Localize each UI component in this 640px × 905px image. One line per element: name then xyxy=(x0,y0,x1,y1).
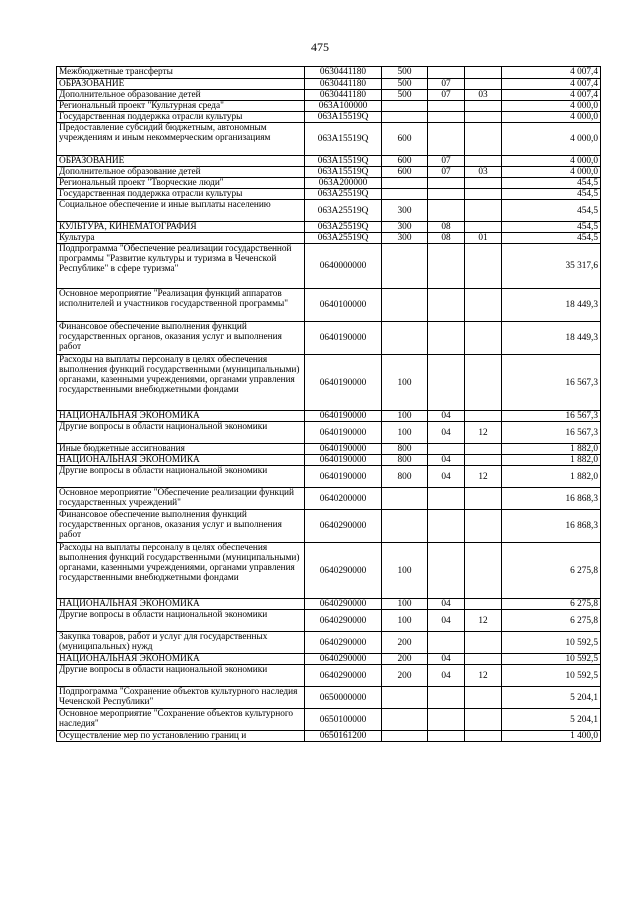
cell-rz: 04 xyxy=(428,610,465,632)
cell-vr: 100 xyxy=(382,355,428,411)
cell-pr xyxy=(465,654,502,665)
cell-name: Основное мероприятие "Сохранение объектов культурного наследия" xyxy=(57,709,305,731)
cell-pr xyxy=(465,455,502,466)
cell-code: 0630441180 xyxy=(305,90,382,101)
cell-rz: 04 xyxy=(428,455,465,466)
table-row xyxy=(57,632,601,654)
cell-vr: 800 xyxy=(382,455,428,466)
cell-name: Основное мероприятие "Обеспечение реализации функций государственных учреждений" xyxy=(57,488,305,510)
cell-pr xyxy=(465,178,502,189)
cell-code: 0640290000 xyxy=(305,510,382,543)
cell-vr: 500 xyxy=(382,90,428,101)
cell-code: 0640190000 xyxy=(305,322,382,355)
cell-amount: 1 400,0 xyxy=(502,731,601,742)
cell-pr xyxy=(465,543,502,599)
cell-rz xyxy=(428,322,465,355)
cell-name: Государственная поддержка отрасли культуры xyxy=(57,112,305,123)
page-number: 475 xyxy=(311,40,329,54)
cell-vr: 300 xyxy=(382,200,428,222)
cell-code: 0640190000 xyxy=(305,355,382,411)
table-row xyxy=(57,455,601,466)
cell-vr xyxy=(382,178,428,189)
cell-name: НАЦИОНАЛЬНАЯ ЭКОНОМИКА xyxy=(57,599,305,610)
cell-rz: 04 xyxy=(428,411,465,422)
cell-pr: 12 xyxy=(465,665,502,687)
cell-amount: 6 275,8 xyxy=(502,543,601,599)
cell-rz: 04 xyxy=(428,466,465,488)
cell-pr xyxy=(465,510,502,543)
cell-pr xyxy=(465,156,502,167)
cell-vr xyxy=(382,731,428,742)
cell-amount: 454,5 xyxy=(502,233,601,244)
cell-rz xyxy=(428,632,465,654)
cell-code: 063A100000 xyxy=(305,101,382,112)
cell-amount: 4 000,0 xyxy=(502,156,601,167)
cell-vr: 600 xyxy=(382,167,428,178)
cell-name: Дополнительное образование детей xyxy=(57,167,305,178)
cell-vr xyxy=(382,709,428,731)
cell-rz xyxy=(428,731,465,742)
cell-amount: 4 007,4 xyxy=(502,67,601,79)
cell-pr: 01 xyxy=(465,233,502,244)
cell-name: ОБРАЗОВАНИЕ xyxy=(57,156,305,167)
cell-amount: 1 882,0 xyxy=(502,455,601,466)
cell-rz: 04 xyxy=(428,599,465,610)
cell-name: Социальное обеспечение и иные выплаты населению xyxy=(57,200,305,222)
table-row xyxy=(57,244,601,289)
cell-amount: 6 275,8 xyxy=(502,599,601,610)
cell-name: ОБРАЗОВАНИЕ xyxy=(57,79,305,90)
cell-rz xyxy=(428,200,465,222)
cell-amount: 4 000,0 xyxy=(502,101,601,112)
cell-pr: 12 xyxy=(465,610,502,632)
cell-vr: 800 xyxy=(382,466,428,488)
cell-code: 0640190000 xyxy=(305,411,382,422)
cell-code: 0640190000 xyxy=(305,455,382,466)
cell-code: 0640190000 xyxy=(305,444,382,455)
cell-pr xyxy=(465,488,502,510)
cell-name: Иные бюджетные ассигнования xyxy=(57,444,305,455)
cell-code: 0650161200 xyxy=(305,731,382,742)
cell-vr: 500 xyxy=(382,67,428,79)
cell-name: Основное мероприятие "Реализация функций аппаратов исполнителей и участников государственной программы" xyxy=(57,289,305,322)
cell-code: 063A15519Q xyxy=(305,167,382,178)
cell-amount: 18 449,3 xyxy=(502,322,601,355)
cell-vr xyxy=(382,687,428,709)
cell-code: 0640290000 xyxy=(305,543,382,599)
cell-rz xyxy=(428,355,465,411)
cell-rz: 07 xyxy=(428,156,465,167)
table-row xyxy=(57,731,601,742)
table-row xyxy=(57,79,601,90)
cell-rz: 07 xyxy=(428,167,465,178)
table-row xyxy=(57,488,601,510)
table-row xyxy=(57,123,601,156)
cell-vr: 800 xyxy=(382,444,428,455)
table-row xyxy=(57,355,601,411)
cell-pr xyxy=(465,444,502,455)
cell-vr: 500 xyxy=(382,79,428,90)
cell-pr xyxy=(465,244,502,289)
cell-rz: 08 xyxy=(428,233,465,244)
cell-code: 063A25519Q xyxy=(305,189,382,200)
cell-amount: 4 000,0 xyxy=(502,123,601,156)
cell-amount: 454,5 xyxy=(502,178,601,189)
cell-name: Региональный проект "Культурная среда" xyxy=(57,101,305,112)
cell-name: Финансовое обеспечение выполнения функций государственных органов, оказания услуг и выполнения работ xyxy=(57,510,305,543)
cell-name: Финансовое обеспечение выполнения функций государственных органов, оказания услуг и выполнения работ xyxy=(57,322,305,355)
cell-vr xyxy=(382,101,428,112)
cell-vr: 200 xyxy=(382,632,428,654)
table-row xyxy=(57,543,601,599)
table-row xyxy=(57,411,601,422)
table-row xyxy=(57,101,601,112)
cell-pr xyxy=(465,112,502,123)
budget-table xyxy=(56,66,601,742)
cell-vr xyxy=(382,510,428,543)
cell-code: 0640200000 xyxy=(305,488,382,510)
cell-amount: 35 317,6 xyxy=(502,244,601,289)
cell-name: Государственная поддержка отрасли культуры xyxy=(57,189,305,200)
table-row xyxy=(57,444,601,455)
cell-code: 0640290000 xyxy=(305,632,382,654)
table-row xyxy=(57,233,601,244)
cell-code: 063A25519Q xyxy=(305,222,382,233)
cell-name: НАЦИОНАЛЬНАЯ ЭКОНОМИКА xyxy=(57,654,305,665)
cell-code: 0640190000 xyxy=(305,466,382,488)
cell-code: 0640100000 xyxy=(305,289,382,322)
cell-pr: 03 xyxy=(465,167,502,178)
cell-rz xyxy=(428,244,465,289)
cell-name: НАЦИОНАЛЬНАЯ ЭКОНОМИКА xyxy=(57,411,305,422)
cell-name: Предоставление субсидий бюджетным, автономным учреждениям и иным некоммерческим организациям xyxy=(57,123,305,156)
cell-vr xyxy=(382,112,428,123)
cell-pr xyxy=(465,599,502,610)
cell-rz xyxy=(428,444,465,455)
cell-code: 0640000000 xyxy=(305,244,382,289)
table-row xyxy=(57,222,601,233)
table-row xyxy=(57,510,601,543)
cell-name: Другие вопросы в области национальной экономики xyxy=(57,422,305,444)
cell-vr: 100 xyxy=(382,599,428,610)
cell-amount: 1 882,0 xyxy=(502,444,601,455)
table-row xyxy=(57,654,601,665)
cell-pr xyxy=(465,189,502,200)
cell-code: 0650000000 xyxy=(305,687,382,709)
cell-amount: 4 007,4 xyxy=(502,79,601,90)
cell-vr: 200 xyxy=(382,654,428,665)
cell-pr xyxy=(465,79,502,90)
cell-pr xyxy=(465,731,502,742)
cell-pr xyxy=(465,289,502,322)
cell-rz xyxy=(428,101,465,112)
cell-pr: 12 xyxy=(465,422,502,444)
cell-name: Другие вопросы в области национальной экономики xyxy=(57,466,305,488)
table-row xyxy=(57,610,601,632)
cell-amount: 10 592,5 xyxy=(502,632,601,654)
table-row xyxy=(57,112,601,123)
cell-vr: 600 xyxy=(382,123,428,156)
cell-code: 0640290000 xyxy=(305,599,382,610)
cell-pr xyxy=(465,101,502,112)
cell-amount: 16 567,3 xyxy=(502,422,601,444)
cell-name: Закупка товаров, работ и услуг для государственных (муниципальных) нужд xyxy=(57,632,305,654)
table-row xyxy=(57,709,601,731)
cell-vr: 200 xyxy=(382,665,428,687)
cell-rz xyxy=(428,709,465,731)
cell-rz xyxy=(428,289,465,322)
cell-amount: 4 000,0 xyxy=(502,167,601,178)
cell-amount: 454,5 xyxy=(502,222,601,233)
cell-rz: 04 xyxy=(428,665,465,687)
cell-vr: 100 xyxy=(382,411,428,422)
cell-rz: 04 xyxy=(428,654,465,665)
cell-vr xyxy=(382,244,428,289)
cell-name: Межбюджетные трансферты xyxy=(57,67,305,79)
cell-name: НАЦИОНАЛЬНАЯ ЭКОНОМИКА xyxy=(57,455,305,466)
cell-rz xyxy=(428,189,465,200)
cell-name: Расходы на выплаты персоналу в целях обеспечения выполнения функций государственными (муниципальными) органами, казенными учреждениями, органами управления государственными внебюджетными фондами xyxy=(57,355,305,411)
cell-rz xyxy=(428,178,465,189)
cell-amount: 16 868,3 xyxy=(502,510,601,543)
cell-code: 0650100000 xyxy=(305,709,382,731)
cell-amount: 16 868,3 xyxy=(502,488,601,510)
cell-amount: 18 449,3 xyxy=(502,289,601,322)
cell-pr xyxy=(465,123,502,156)
cell-code: 063A15519Q xyxy=(305,112,382,123)
cell-code: 063A25519Q xyxy=(305,200,382,222)
cell-rz: 08 xyxy=(428,222,465,233)
cell-rz xyxy=(428,687,465,709)
cell-amount: 10 592,5 xyxy=(502,665,601,687)
table-row xyxy=(57,466,601,488)
cell-name: Другие вопросы в области национальной экономики xyxy=(57,610,305,632)
table-row xyxy=(57,67,601,79)
cell-vr: 100 xyxy=(382,543,428,599)
cell-name: Культура xyxy=(57,233,305,244)
cell-vr: 300 xyxy=(382,233,428,244)
cell-pr xyxy=(465,67,502,79)
cell-name: Осуществление мер по установлению границ и xyxy=(57,731,305,742)
cell-pr xyxy=(465,411,502,422)
cell-name: КУЛЬТУРА, КИНЕМАТОГРАФИЯ xyxy=(57,222,305,233)
cell-vr: 100 xyxy=(382,422,428,444)
table-row xyxy=(57,322,601,355)
cell-name: Другие вопросы в области национальной экономики xyxy=(57,665,305,687)
cell-amount: 16 567,3 xyxy=(502,411,601,422)
table-row xyxy=(57,289,601,322)
table-row xyxy=(57,422,601,444)
table-row xyxy=(57,665,601,687)
cell-amount: 454,5 xyxy=(502,200,601,222)
cell-code: 0630441180 xyxy=(305,79,382,90)
cell-pr xyxy=(465,355,502,411)
cell-vr xyxy=(382,322,428,355)
cell-code: 063A200000 xyxy=(305,178,382,189)
cell-name: Подпрограмма "Обеспечение реализации государственной программы "Развитие культуры и туризма в Чеченской Республике" в сфере туризма" xyxy=(57,244,305,289)
table-row xyxy=(57,178,601,189)
cell-vr xyxy=(382,289,428,322)
cell-code: 0630441180 xyxy=(305,67,382,79)
cell-amount: 5 204,1 xyxy=(502,709,601,731)
cell-amount: 454,5 xyxy=(502,189,601,200)
cell-rz xyxy=(428,67,465,79)
table-row xyxy=(57,189,601,200)
cell-pr: 12 xyxy=(465,466,502,488)
cell-code: 063A15519Q xyxy=(305,123,382,156)
cell-vr xyxy=(382,189,428,200)
cell-rz xyxy=(428,543,465,599)
cell-amount: 6 275,8 xyxy=(502,610,601,632)
cell-pr xyxy=(465,200,502,222)
cell-amount: 16 567,3 xyxy=(502,355,601,411)
cell-rz xyxy=(428,123,465,156)
cell-pr xyxy=(465,687,502,709)
table-body xyxy=(57,67,601,742)
table-row xyxy=(57,687,601,709)
cell-name: Подпрограмма "Сохранение объектов культурного наследия Чеченской Республики" xyxy=(57,687,305,709)
cell-vr: 300 xyxy=(382,222,428,233)
cell-pr xyxy=(465,222,502,233)
cell-rz: 07 xyxy=(428,79,465,90)
cell-rz: 04 xyxy=(428,422,465,444)
cell-code: 0640290000 xyxy=(305,610,382,632)
cell-code: 063A15519Q xyxy=(305,156,382,167)
cell-amount: 1 882,0 xyxy=(502,466,601,488)
cell-vr: 600 xyxy=(382,156,428,167)
cell-rz xyxy=(428,488,465,510)
cell-amount: 4 007,4 xyxy=(502,90,601,101)
cell-rz: 07 xyxy=(428,90,465,101)
cell-code: 0640290000 xyxy=(305,665,382,687)
cell-name: Дополнительное образование детей xyxy=(57,90,305,101)
cell-amount: 10 592,5 xyxy=(502,654,601,665)
cell-rz xyxy=(428,510,465,543)
cell-code: 0640190000 xyxy=(305,422,382,444)
cell-vr xyxy=(382,488,428,510)
cell-code: 0640290000 xyxy=(305,654,382,665)
cell-rz xyxy=(428,112,465,123)
table-row xyxy=(57,599,601,610)
cell-amount: 4 000,0 xyxy=(502,112,601,123)
cell-pr xyxy=(465,632,502,654)
table-row xyxy=(57,167,601,178)
cell-name: Расходы на выплаты персоналу в целях обеспечения выполнения функций государственными (муниципальными) органами, казенными учреждениями, органами управления государственными внебюджетными фондами xyxy=(57,543,305,599)
cell-name: Региональный проект "Творческие люди" xyxy=(57,178,305,189)
cell-pr xyxy=(465,709,502,731)
cell-pr xyxy=(465,322,502,355)
cell-vr: 100 xyxy=(382,610,428,632)
cell-amount: 5 204,1 xyxy=(502,687,601,709)
cell-pr: 03 xyxy=(465,90,502,101)
table-row xyxy=(57,156,601,167)
cell-code: 063A25519Q xyxy=(305,233,382,244)
table-row xyxy=(57,90,601,101)
table-row xyxy=(57,200,601,222)
